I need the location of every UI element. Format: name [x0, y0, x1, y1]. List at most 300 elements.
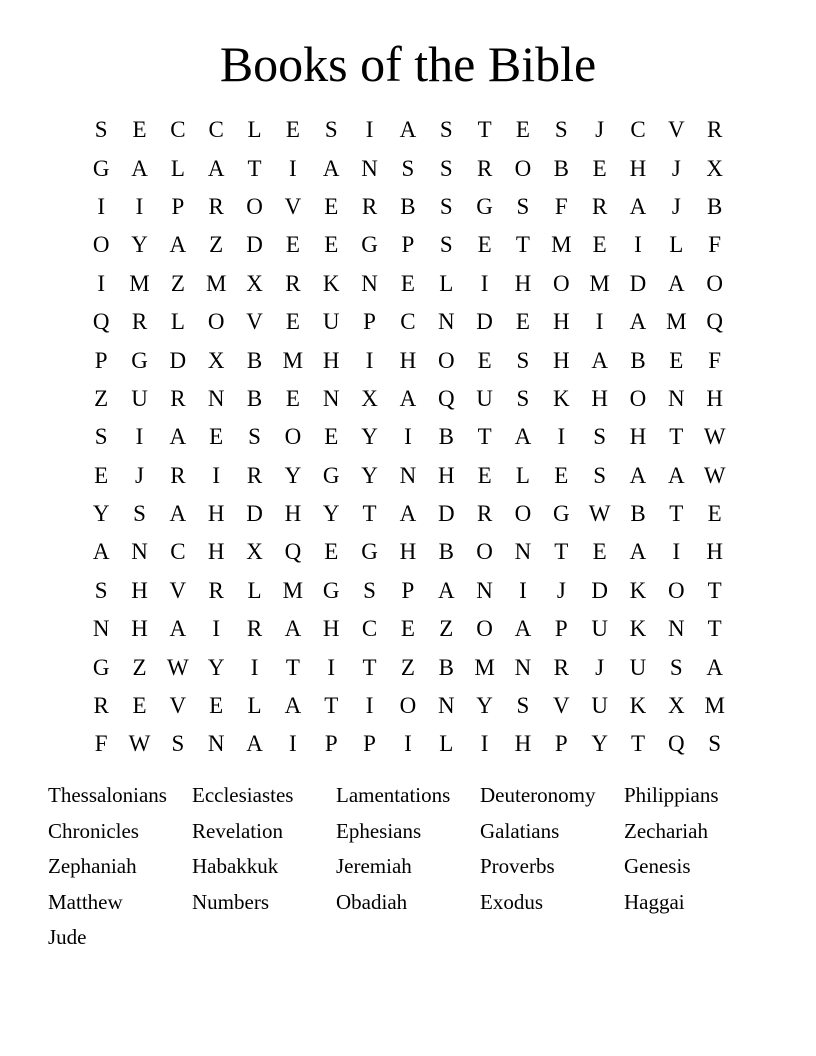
grid-letter: G — [476, 193, 493, 219]
grid-letter: T — [630, 731, 646, 757]
word-list-item: Ephesians — [336, 818, 422, 843]
grid-letter: R — [707, 117, 723, 143]
grid-letter: M — [129, 270, 150, 296]
grid-letter: P — [363, 731, 376, 757]
word-list-item: Ecclesiastes — [192, 783, 294, 807]
grid-letter: T — [707, 616, 722, 642]
grid-letter: E — [285, 232, 300, 258]
grid-letter: T — [515, 232, 530, 258]
grid-letter: H — [514, 731, 532, 757]
grid-letter: F — [708, 232, 722, 258]
grid-letter: I — [365, 117, 374, 143]
grid-row — [82, 380, 734, 418]
word-list-item: Exodus — [480, 889, 543, 914]
grid-letter: R — [93, 693, 109, 719]
grid-letter: X — [246, 270, 263, 296]
grid-letter: D — [169, 347, 187, 373]
grid-letter: I — [404, 731, 412, 757]
grid-letter: D — [437, 501, 455, 527]
grid-letter: K — [322, 270, 340, 296]
grid-letter: B — [630, 347, 646, 373]
grid-letter: O — [284, 424, 302, 450]
grid-letter: C — [208, 117, 224, 143]
grid-letter: P — [363, 309, 376, 335]
grid-letter: V — [668, 117, 685, 143]
grid-letter: E — [477, 462, 492, 488]
grid-letter: Z — [439, 616, 454, 642]
grid-letter: L — [669, 232, 684, 258]
grid-letter: E — [554, 462, 569, 488]
grid-letter: N — [514, 654, 532, 680]
grid-letter: I — [519, 577, 527, 603]
grid-letter: E — [132, 117, 147, 143]
grid-letter: L — [247, 577, 262, 603]
grid-letter: B — [246, 347, 263, 373]
grid-letter: I — [365, 693, 374, 719]
grid-letter: N — [476, 577, 493, 603]
word-list-item: Jude — [48, 925, 87, 950]
grid-letter: O — [668, 577, 685, 603]
grid-letter: S — [516, 347, 530, 373]
grid-letter: I — [135, 193, 144, 219]
grid-letter: B — [438, 654, 454, 680]
grid-letter: I — [404, 424, 412, 450]
grid-row — [82, 226, 734, 264]
grid-letter: J — [671, 155, 681, 181]
grid-letter: H — [706, 539, 723, 565]
grid-letter: M — [551, 232, 572, 258]
grid-letter: I — [135, 424, 144, 450]
grid-letter: K — [552, 385, 570, 411]
grid-letter: X — [668, 693, 685, 719]
word-list-item: Habakkuk — [192, 854, 279, 879]
grid-letter: M — [666, 309, 687, 335]
grid-letter: E — [515, 309, 530, 335]
grid-letter: N — [514, 539, 532, 565]
grid-letter: A — [399, 501, 417, 527]
grid-letter: S — [133, 501, 146, 527]
grid-letter: H — [284, 501, 302, 527]
grid-letter: I — [672, 539, 681, 565]
grid-letter: G — [361, 232, 378, 258]
grid-letter: N — [437, 309, 455, 335]
grid-letter: E — [285, 309, 300, 335]
grid-letter: R — [553, 654, 569, 680]
grid-letter: S — [516, 693, 530, 719]
grid-letter: Q — [668, 731, 685, 757]
word-list-item: Proverbs — [480, 854, 555, 879]
grid-letter: C — [630, 117, 646, 143]
grid-letter: A — [169, 501, 187, 527]
grid-letter: V — [169, 577, 187, 603]
grid-letter: S — [516, 385, 530, 411]
grid-letter: Q — [706, 309, 723, 335]
grid-letter: N — [322, 385, 340, 411]
grid-letter: K — [629, 616, 647, 642]
grid-letter: L — [439, 731, 454, 757]
word-list-item: Zephaniah — [48, 854, 137, 879]
grid-letter: A — [668, 270, 685, 296]
grid-letter: I — [97, 193, 105, 219]
grid-letter: A — [399, 117, 417, 143]
grid-row — [82, 572, 734, 610]
grid-letter: E — [669, 347, 684, 373]
grid-letter: D — [629, 270, 647, 296]
word-list-item: Zechariah — [624, 818, 708, 843]
grid-letter: O — [246, 193, 263, 219]
grid-letter: W — [588, 501, 611, 527]
grid-letter: T — [247, 155, 262, 181]
grid-letter: T — [362, 501, 377, 527]
grid-letter: S — [94, 117, 108, 143]
grid-letter: H — [514, 270, 532, 296]
grid-letter: A — [629, 193, 647, 219]
grid-letter: R — [131, 309, 148, 335]
grid-letter: G — [361, 539, 378, 565]
grid-row — [82, 687, 734, 725]
grid-letter: T — [285, 654, 300, 680]
grid-letter: J — [671, 193, 681, 219]
grid-letter: I — [595, 309, 604, 335]
grid-letter: A — [514, 424, 532, 450]
grid-letter: Q — [284, 539, 302, 565]
grid-letter: Z — [209, 232, 224, 258]
grid-letter: H — [322, 616, 340, 642]
grid-letter: O — [476, 616, 493, 642]
grid-letter: B — [707, 193, 723, 219]
grid-letter: A — [169, 616, 187, 642]
grid-letter: R — [285, 270, 301, 296]
grid-letter: S — [439, 117, 453, 143]
grid-letter: V — [284, 193, 302, 219]
grid-letter: D — [246, 232, 263, 258]
grid-letter: H — [322, 347, 340, 373]
grid-letter: Z — [94, 385, 109, 411]
grid-letter: E — [400, 270, 415, 296]
grid-letter: N — [361, 155, 378, 181]
grid-letter: O — [92, 232, 110, 258]
grid-letter: I — [97, 270, 105, 296]
grid-letter: N — [207, 731, 225, 757]
grid-letter: G — [92, 155, 110, 181]
grid-letter: A — [629, 539, 647, 565]
grid-letter: M — [474, 654, 495, 680]
grid-letter: B — [553, 155, 569, 181]
word-list-item: Chronicles — [48, 818, 139, 843]
grid-row — [82, 495, 734, 533]
grid-letter: Y — [207, 654, 225, 680]
grid-letter: M — [282, 577, 304, 603]
grid-row — [82, 648, 734, 686]
grid-letter: S — [94, 424, 108, 450]
grid-letter: U — [131, 385, 148, 411]
grid-letter: A — [246, 731, 263, 757]
grid-letter: A — [437, 577, 455, 603]
grid-letter: I — [557, 424, 566, 450]
grid-letter: C — [400, 309, 416, 335]
grid-letter: S — [171, 731, 185, 757]
grid-letter: Y — [361, 462, 378, 488]
grid-letter: A — [629, 462, 647, 488]
grid-row — [82, 149, 734, 187]
grid-letter: A — [284, 693, 302, 719]
grid-letter: N — [668, 385, 685, 411]
grid-letter: H — [207, 539, 225, 565]
grid-letter: E — [94, 462, 109, 488]
grid-letter: A — [629, 309, 647, 335]
grid-letter: V — [246, 309, 263, 335]
grid-letter: H — [552, 309, 570, 335]
grid-letter: S — [324, 117, 338, 143]
grid-letter: H — [629, 424, 647, 450]
grid-letter: E — [477, 347, 492, 373]
grid-letter: P — [94, 347, 108, 373]
word-list-item: Genesis — [624, 854, 691, 879]
grid-letter: Y — [361, 424, 378, 450]
grid-letter: A — [284, 616, 302, 642]
grid-letter: T — [477, 424, 492, 450]
grid-letter: S — [439, 155, 453, 181]
grid-letter: I — [480, 270, 489, 296]
grid-letter: B — [246, 385, 263, 411]
grid-letter: L — [247, 693, 262, 719]
grid-letter: E — [592, 155, 607, 181]
grid-letter: E — [324, 232, 339, 258]
grid-letter: A — [169, 232, 187, 258]
grid-letter: R — [361, 193, 378, 219]
grid-letter: U — [476, 385, 493, 411]
grid-letter: K — [629, 693, 647, 719]
grid-letter: X — [207, 347, 225, 373]
word-list-item: Philippians — [624, 783, 719, 807]
grid-letter: V — [169, 693, 187, 719]
grid-letter: I — [327, 654, 336, 680]
grid-letter: E — [400, 616, 415, 642]
grid-letter: L — [170, 309, 185, 335]
grid-letter: H — [591, 385, 608, 411]
grid-letter: G — [552, 501, 570, 527]
grid-letter: F — [94, 731, 108, 757]
grid-letter: U — [591, 693, 608, 719]
grid-letter: Y — [131, 232, 148, 258]
grid-letter: Z — [132, 654, 147, 680]
grid-letter: E — [707, 501, 722, 527]
grid-letter: L — [515, 462, 530, 488]
grid-letter: R — [170, 462, 186, 488]
grid-letter: W — [703, 462, 726, 488]
grid-letter: N — [361, 270, 378, 296]
grid-letter: I — [289, 731, 297, 757]
grid-letter: M — [205, 270, 227, 296]
grid-letter: O — [552, 270, 570, 296]
grid-letter: O — [514, 155, 532, 181]
grid-letter: X — [361, 385, 378, 411]
grid-letter: B — [438, 424, 454, 450]
grid-letter: N — [207, 385, 225, 411]
grid-letter: P — [401, 232, 415, 258]
grid-letter: U — [591, 616, 608, 642]
grid-letter: T — [669, 501, 684, 527]
grid-letter: Z — [400, 654, 415, 680]
grid-letter: O — [437, 347, 455, 373]
grid-letter: K — [629, 577, 647, 603]
grid-letter: S — [94, 577, 108, 603]
grid-row — [82, 725, 734, 763]
grid-letter: O — [706, 270, 723, 296]
grid-letter: H — [399, 347, 417, 373]
grid-letter: Q — [92, 309, 110, 335]
grid-letter: R — [170, 385, 186, 411]
grid-letter: C — [361, 616, 378, 642]
grid-letter: S — [363, 577, 376, 603]
grid-letter: S — [593, 462, 607, 488]
grid-letter: O — [207, 309, 225, 335]
grid-letter: O — [514, 501, 532, 527]
grid-letter: A — [322, 155, 340, 181]
grid-letter: T — [477, 117, 492, 143]
grid-letter: E — [209, 693, 224, 719]
grid-row — [82, 533, 734, 571]
grid-letter: E — [592, 232, 607, 258]
grid-letter: M — [589, 270, 610, 296]
grid-letter: H — [629, 155, 647, 181]
grid-letter: Q — [437, 385, 455, 411]
grid-letter: A — [706, 654, 723, 680]
word-list-item: Obadiah — [336, 889, 408, 914]
grid-letter: G — [322, 577, 340, 603]
grid-letter: A — [668, 462, 685, 488]
grid-letter: Y — [476, 693, 493, 719]
grid-letter: E — [324, 193, 339, 219]
grid-letter: W — [167, 654, 189, 680]
grid-letter: A — [514, 616, 532, 642]
grid-letter: T — [324, 693, 339, 719]
word-list-item: Jeremiah — [336, 854, 412, 879]
grid-letter: F — [708, 347, 722, 373]
grid-letter: P — [171, 193, 185, 219]
word-list-item: Numbers — [192, 889, 269, 914]
grid-letter: H — [437, 462, 455, 488]
grid-letter: E — [209, 424, 224, 450]
grid-letter: O — [476, 539, 493, 565]
grid-letter: E — [285, 385, 300, 411]
grid-row — [82, 341, 734, 379]
grid-letter: J — [595, 654, 605, 680]
grid-letter: C — [170, 117, 186, 143]
grid-letter: I — [212, 462, 221, 488]
grid-letter: S — [401, 155, 415, 181]
grid-letter: Y — [92, 501, 110, 527]
grid-row — [82, 610, 734, 648]
grid-letter: Y — [322, 501, 340, 527]
grid-letter: I — [480, 731, 489, 757]
grid-letter: P — [324, 731, 338, 757]
grid-letter: R — [246, 616, 263, 642]
grid-letter: P — [401, 577, 415, 603]
grid-letter: I — [634, 232, 642, 258]
grid-letter: X — [706, 155, 723, 181]
grid-letter: T — [669, 424, 684, 450]
grid-letter: E — [132, 693, 147, 719]
grid-letter: H — [552, 347, 570, 373]
grid-letter: Z — [170, 270, 185, 296]
grid-letter: A — [207, 155, 225, 181]
grid-letter: I — [212, 616, 221, 642]
grid-letter: A — [92, 539, 110, 565]
grid-letter: H — [131, 577, 148, 603]
grid-letter: N — [399, 462, 417, 488]
grid-letter: T — [554, 539, 569, 565]
grid-letter: H — [131, 616, 148, 642]
grid-letter: A — [591, 347, 608, 373]
grid-letter: H — [706, 385, 723, 411]
grid-row — [82, 111, 734, 149]
grid-letter: I — [250, 654, 259, 680]
grid-letter: M — [282, 347, 304, 373]
grid-letter: O — [629, 385, 647, 411]
grid-letter: A — [169, 424, 187, 450]
grid-letter: E — [592, 539, 607, 565]
word-list-item: Thessalonians — [48, 783, 167, 807]
word-list — [48, 778, 768, 956]
grid-letter: P — [554, 616, 568, 642]
grid-row — [82, 457, 734, 495]
grid-letter: J — [556, 577, 566, 603]
grid-letter: R — [208, 193, 224, 219]
grid-letter: C — [170, 539, 186, 565]
grid-letter: N — [131, 539, 148, 565]
grid-letter: B — [630, 501, 646, 527]
grid-letter: S — [708, 731, 722, 757]
grid-letter: P — [554, 731, 568, 757]
grid-letter: N — [668, 616, 685, 642]
grid-letter: E — [324, 424, 339, 450]
word-list-item: Deuteronomy — [480, 783, 596, 807]
grid-letter: S — [439, 193, 453, 219]
grid-letter: O — [399, 693, 417, 719]
grid-letter: F — [554, 193, 568, 219]
grid-letter: J — [595, 117, 605, 143]
grid-letter: S — [554, 117, 568, 143]
grid-letter: S — [248, 424, 261, 450]
grid-letter: D — [591, 577, 608, 603]
grid-letter: I — [289, 155, 297, 181]
word-list-item: Haggai — [624, 889, 685, 914]
word-list-item: Revelation — [192, 818, 283, 843]
grid-row — [82, 265, 734, 303]
grid-letter: J — [135, 462, 144, 488]
grid-letter: G — [322, 462, 340, 488]
grid-letter: M — [704, 693, 725, 719]
grid-letter: R — [246, 462, 263, 488]
word-list-item: Galatians — [480, 818, 560, 843]
grid-letter: R — [476, 501, 493, 527]
letter-grid — [82, 111, 734, 764]
grid-letter: R — [591, 193, 608, 219]
grid-letter: B — [438, 539, 454, 565]
grid-row — [82, 188, 734, 226]
grid-letter: U — [322, 309, 340, 335]
grid-letter: R — [208, 577, 224, 603]
grid-letter: E — [477, 232, 492, 258]
grid-letter: H — [399, 539, 417, 565]
grid-letter: L — [247, 117, 262, 143]
grid-letter: U — [629, 654, 647, 680]
grid-letter: N — [437, 693, 455, 719]
grid-letter: V — [552, 693, 570, 719]
grid-letter: R — [476, 155, 493, 181]
grid-letter: T — [707, 577, 722, 603]
